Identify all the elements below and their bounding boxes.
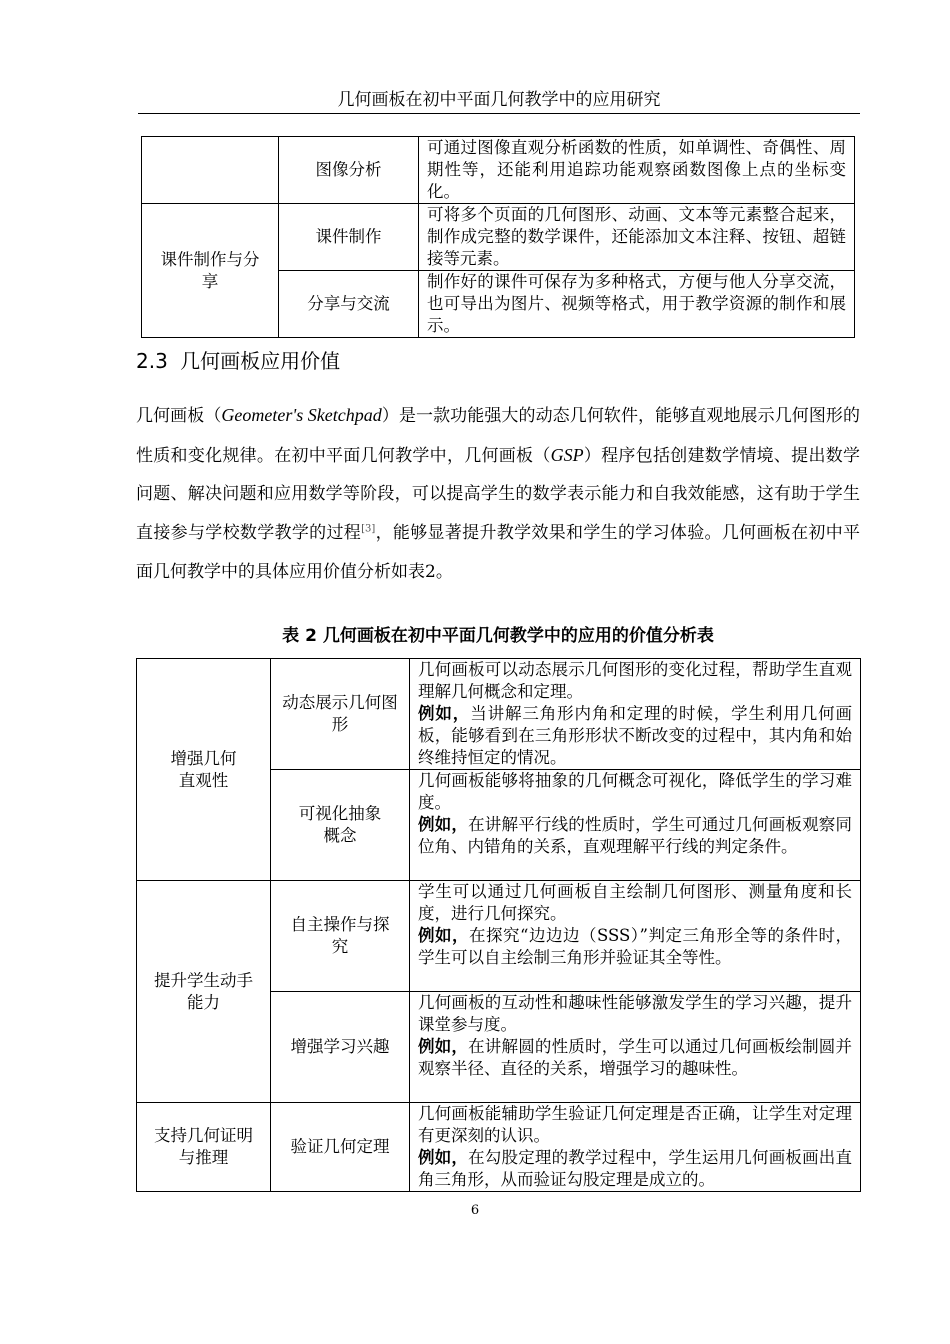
- citation-marker: [3]: [361, 523, 376, 535]
- function-cell: 分享与交流: [279, 271, 419, 338]
- category-text: 支持几何证明与推理: [154, 1126, 253, 1167]
- function-cell: 图像分析: [279, 137, 419, 204]
- paragraph-text: ）是一款功能强大的动态几何软件，能够直观地展示几何图形的性质和变化规律。在初中平面几何教学中，几何画板（: [136, 406, 861, 466]
- example-label: 例如，: [418, 704, 471, 723]
- example-label: 例如，: [418, 926, 470, 945]
- table-caption: 表 2 几何画板在初中平面几何教学中的应用的价值分析表: [282, 626, 714, 646]
- category-text: 增强几何直观性: [170, 748, 237, 790]
- function-cell: 课件制作: [279, 204, 419, 271]
- aspect-cell: [271, 659, 410, 770]
- header-rule: [138, 113, 860, 114]
- category-text: 课件制作与分享: [160, 249, 260, 291]
- body-paragraph: [136, 396, 860, 592]
- description-text: 几何画板能够将抽象的几何概念可视化，降低学生的学习难度。: [418, 771, 852, 812]
- aspect-cell: [271, 881, 410, 992]
- software-name: Geometer's Sketchpad: [221, 405, 382, 425]
- description-cell: [410, 659, 861, 770]
- aspect-text: 动态展示几何图形: [282, 693, 398, 734]
- example-label: 例如，: [418, 815, 469, 834]
- section-heading: [136, 346, 340, 376]
- table-row: [137, 659, 861, 770]
- description-text: 几何画板可以动态展示几何图形的变化过程，帮助学生直观理解几何概念和定理。: [418, 660, 852, 701]
- description-text: 学生可以通过几何画板自主绘制几何图形、测量角度和长度，进行几何探究。: [418, 882, 852, 923]
- aspect-text: 可视化抽象概念: [298, 804, 382, 845]
- example-text: 例如，当讲解三角形内角和定理的时候，学生利用几何画板，能够看到在三角形形状不断改变的过程中，其内角和始终维持恒定的情况。: [418, 704, 852, 767]
- value-analysis-table: [136, 658, 861, 1192]
- aspect-cell: 验证几何定理: [271, 1103, 410, 1192]
- category-cell: [142, 137, 279, 204]
- paragraph-text: ）程序包括创建数学情境、提出数学问题、解决问题和应用数学等阶段，可以提高学生的数学表示能力和自我效能感，这有助于学生直接参与学校数学教学的过程: [136, 445, 861, 544]
- description-text: 几何画板能辅助学生验证几何定理是否正确，让学生对定理有更深刻的认识。: [418, 1104, 852, 1145]
- category-cell: [142, 204, 279, 338]
- description-cell: 可通过图像直观分析函数的性质，如单调性、奇偶性、周期性等，还能利用追踪功能观察函数图像上点的坐标变化。: [419, 137, 855, 204]
- aspect-text: 自主操作与探究: [290, 915, 390, 956]
- section-title: 几何画板应用价值: [180, 349, 341, 373]
- software-abbreviation: GSP: [550, 444, 584, 465]
- description-cell: 制作好的课件可保存为多种格式，方便与他人分享交流，也可导出为图片、视频等格式，用于教学资源的制作和展示。: [419, 271, 855, 338]
- example-text: 例如，在讲解平行线的性质时，学生可通过几何画板观察同位角、内错角的关系，直观理解平行线的判定条件。: [418, 815, 853, 856]
- description-cell: [410, 770, 861, 881]
- description-cell: [410, 881, 861, 992]
- running-header: 几何画板在初中平面几何教学中的应用研究: [337, 90, 661, 110]
- example-label: 例如，: [418, 1037, 469, 1056]
- aspect-cell: [271, 770, 410, 881]
- paragraph-text: 几何画板（: [136, 406, 222, 426]
- example-text: 例如，在讲解圆的性质时，学生可以通过几何画板绘制圆并观察半径、直径的关系，增强学习的趣味性。: [418, 1037, 853, 1078]
- description-cell: [410, 992, 861, 1103]
- table-row: [137, 1103, 861, 1192]
- description-text: 几何画板的互动性和趣味性能够激发学生的学习兴趣，提升课堂参与度。: [418, 993, 852, 1034]
- category-text: 提升学生动手能力: [154, 970, 253, 1012]
- category-cell: [137, 881, 271, 1103]
- section-number: 2.3: [136, 349, 168, 373]
- paragraph-text: ，能够显著提升教学效果和学生的学习体验。几何画板在初中平面几何教学中的具体应用价值分析如表2。: [136, 523, 861, 582]
- category-cell: [137, 1103, 271, 1192]
- category-cell: [137, 659, 271, 881]
- example-text: 例如，在探究“边边边（SSS）”判定三角形全等的条件时，学生可以自主绘制三角形并验证其全等性。: [418, 926, 853, 967]
- example-label: 例如，: [418, 1148, 469, 1167]
- description-cell: 可将多个页面的几何图形、动画、文本等元素整合起来，制作成完整的数学课件，还能添加文本注释、按钮、超链接等元素。: [419, 204, 855, 271]
- table-row: [142, 137, 855, 204]
- table-row: [142, 204, 855, 271]
- function-table-continued: [141, 136, 855, 338]
- example-text: 例如，在勾股定理的教学过程中，学生运用几何画板画出直角三角形，从而验证勾股定理是成立的。: [418, 1148, 853, 1189]
- description-cell: [410, 1103, 861, 1192]
- aspect-cell: 增强学习兴趣: [271, 992, 410, 1103]
- table-row: [137, 881, 861, 992]
- page-number: 6: [470, 1203, 480, 1218]
